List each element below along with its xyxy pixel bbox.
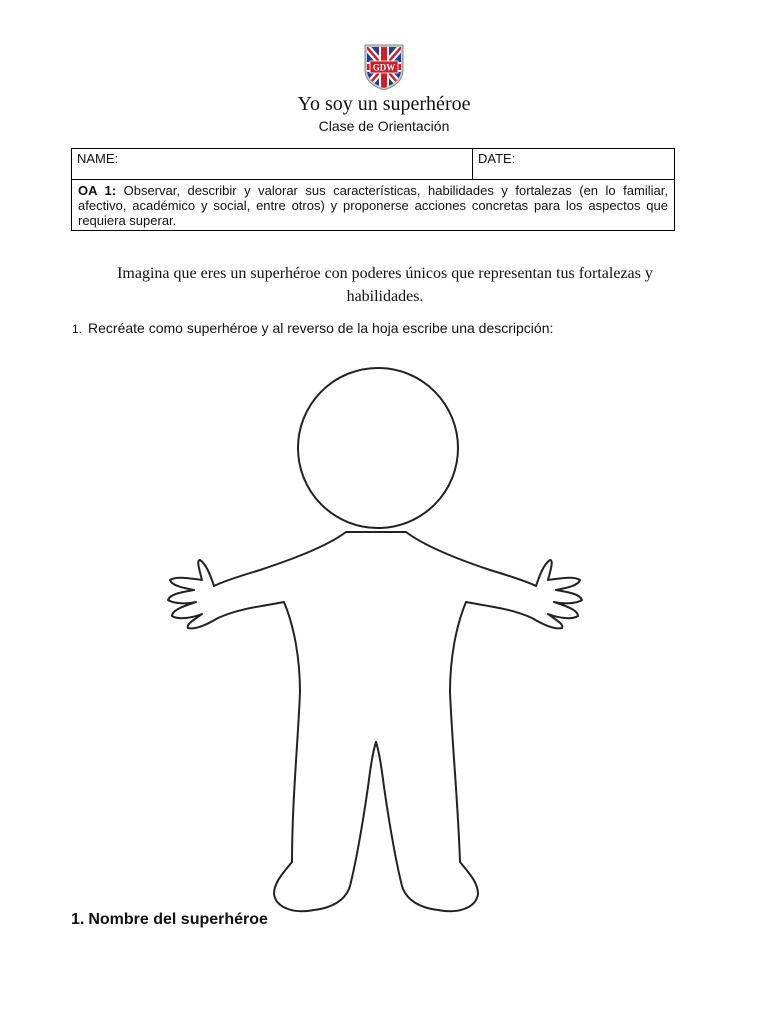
- instruction-number: 1.: [72, 322, 83, 336]
- student-info-table: [71, 148, 675, 231]
- name-label: NAME:: [77, 151, 119, 166]
- oa-text: Observar, describir y valorar sus características, habilidades y fortalezas (en lo familiar, afectivo, académico y social, entre otros) y proponerse acciones concretas para los aspectos que requiera superar.: [78, 183, 668, 228]
- page-subtitle: Clase de Orientación: [318, 118, 450, 134]
- instruction-text: Recréate como superhéroe y al reverso de la hoja escribe una descripción:: [88, 320, 554, 336]
- date-label: DATE:: [478, 151, 516, 166]
- name-field[interactable]: [72, 149, 473, 180]
- field-label-text: Nombre del superhéroe: [88, 911, 268, 928]
- superhero-name-field[interactable]: [71, 911, 268, 929]
- body-outline-drawing: [160, 362, 600, 934]
- learning-objective: [72, 180, 675, 231]
- intro-text: Imagina que eres un superhéroe con poderes únicos que representan tus fortalezas y habilidades.: [117, 265, 653, 305]
- page-title: Yo soy un superhéroe: [297, 93, 471, 115]
- school-logo: [364, 44, 404, 90]
- logo-text: GDW: [372, 62, 396, 73]
- instruction-1: [72, 320, 553, 336]
- head-outline: [298, 368, 458, 528]
- oa-label: OA 1:: [78, 183, 117, 198]
- body-outline: [168, 532, 582, 911]
- date-field[interactable]: [473, 149, 675, 180]
- field-number: 1.: [71, 911, 85, 928]
